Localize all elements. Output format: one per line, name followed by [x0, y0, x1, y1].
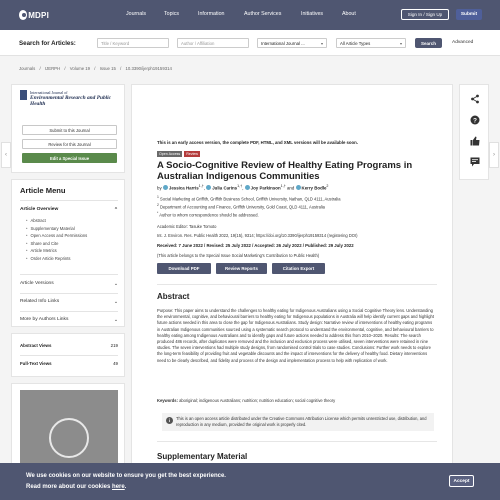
more-by-authors-label: More by Authors Links	[20, 317, 69, 322]
menu-item-abstract[interactable]: • Abstract	[26, 217, 87, 225]
info-icon: i	[166, 417, 173, 424]
cookie-message: We use cookies on our website to ensure you get the best experience.	[26, 473, 226, 479]
submit-button[interactable]: Submit	[456, 9, 482, 20]
divider	[20, 355, 118, 356]
next-article-arrow[interactable]	[489, 142, 499, 168]
article-badges	[157, 151, 200, 157]
author-name[interactable]: Jessica Harris	[168, 185, 199, 191]
review-reports-button[interactable]: Review Reports	[216, 263, 267, 274]
download-pdf-button[interactable]: Download PDF	[157, 263, 211, 274]
review-badge: Review	[186, 152, 198, 156]
nav-topics[interactable]: Topics	[164, 11, 180, 17]
menu-item-metrics[interactable]: • Article Metrics	[26, 247, 87, 255]
article-overview-toggle[interactable]	[20, 207, 118, 213]
share-toolbar	[459, 84, 489, 180]
cookie-read-more-text: Read more about our cookies	[26, 484, 111, 490]
authors-by: by	[157, 185, 162, 191]
affiliation-text: Social Marketing at Griffith, Griffith Business School, Griffith University, Nathan, QLD 4111, Australia	[160, 196, 341, 202]
keywords	[157, 398, 335, 403]
author-sup: 1,†	[198, 184, 204, 188]
author-sup: 2	[326, 184, 329, 188]
search-bar	[0, 30, 500, 56]
article-type-value: All Article Types	[340, 41, 371, 46]
article-versions-label: Article Versions	[20, 281, 54, 286]
fulltext-views-label: Full-Text Views	[20, 361, 52, 366]
search-button[interactable]: Search	[415, 38, 442, 48]
previous-article-arrow[interactable]	[1, 142, 11, 168]
edit-special-issue-button[interactable]: Edit a Special Issue	[22, 153, 117, 163]
academic-editor: Academic Editor: Tasuke Tomoto	[157, 224, 217, 229]
keywords-label: Keywords:	[157, 398, 178, 403]
affiliation-text: Author to whom correspondence should be addressed.	[159, 212, 259, 218]
breadcrumb-ijerph[interactable]: IJERPH	[44, 66, 61, 71]
article-versions-toggle[interactable]	[20, 281, 118, 287]
journal-select-value: International Journal ...	[261, 41, 305, 46]
cookie-here-link[interactable]: here	[112, 484, 125, 490]
review-for-journal-button[interactable]: Review for this Journal	[22, 139, 117, 149]
author-name[interactable]: Julia Carins	[212, 185, 238, 191]
sign-in-button[interactable]: Sign In / Sign Up	[401, 9, 449, 20]
license-text: This is an open access article distributed under the Creative Commons Attribution License which permits unrestricted use, distribution, and reproduction in any medium, provided the original work is properly cited.	[176, 416, 427, 427]
chevron-up-icon: ⌃	[113, 208, 118, 213]
journal-name-main: Environmental Research and Public Health	[30, 94, 112, 107]
cookie-period: .	[124, 484, 127, 490]
abstract-views-row	[20, 343, 118, 348]
cookie-read-more	[26, 484, 126, 490]
cookie-banner	[0, 463, 500, 500]
chevron-down-icon: ▾	[399, 41, 402, 46]
breadcrumb-separator: /	[39, 66, 41, 71]
breadcrumb-separator: /	[120, 66, 122, 71]
advanced-search-link[interactable]: Advanced	[452, 40, 474, 45]
early-access-note: This is an early access version, the complete PDF, HTML, and XML versions will be available soon.	[157, 140, 358, 145]
help-icon[interactable]	[469, 114, 481, 126]
related-info-toggle[interactable]	[20, 299, 118, 305]
breadcrumb-volume[interactable]: Volume 19	[69, 66, 91, 71]
affiliation-number: 1	[157, 195, 159, 199]
fulltext-views-row	[20, 361, 118, 366]
mdpi-logo[interactable]	[19, 9, 49, 21]
menu-item-share-cite[interactable]: • Share and Cite	[26, 240, 87, 248]
affiliation-3	[157, 211, 447, 217]
mdpi-logo-text: MDPI	[28, 10, 49, 20]
article-overview-items	[26, 217, 87, 263]
affiliation-text: Department of Accounting and Finance, Griffith University, Gold Coast, QLD 4111, Australia	[160, 204, 325, 210]
nav-information[interactable]: Information	[198, 11, 225, 17]
left-sidebar	[11, 84, 125, 493]
nav-author-services[interactable]: Author Services	[244, 11, 282, 17]
breadcrumb-journals[interactable]: Journals	[19, 66, 36, 71]
menu-item-supplementary[interactable]: • Supplementary Material	[26, 225, 87, 233]
keywords-list: aboriginal; indigenous Australians; nutrition; nutrition education; social cognitive theory	[179, 398, 336, 403]
author-sup: 1,†	[237, 184, 243, 188]
breadcrumb	[19, 66, 175, 71]
chevron-down-icon: ⌄	[113, 282, 118, 287]
license-notice	[162, 413, 434, 431]
search-label: Search for Articles:	[19, 40, 76, 47]
author-name[interactable]: Kerry Bodle	[301, 185, 327, 191]
menu-item-open-access[interactable]: • Open Access and Permissions	[26, 232, 87, 240]
divider	[20, 200, 118, 201]
views-box	[11, 333, 125, 377]
accept-cookies-button[interactable]: Accept	[449, 475, 474, 487]
menu-item-reprints[interactable]: • Order Article Reprints	[26, 255, 87, 263]
author-affiliation-input[interactable]: Author / Affiliation	[177, 38, 249, 48]
affiliation-1	[157, 195, 447, 201]
nav-initiatives[interactable]: Initiatives	[301, 11, 324, 17]
nav-about[interactable]: About	[342, 11, 356, 17]
author-name[interactable]: Joy Parkinson	[250, 185, 281, 191]
abstract-views-label: Abstract Views	[20, 343, 52, 348]
more-by-authors-toggle[interactable]	[20, 317, 118, 323]
svg-text:?: ?	[473, 117, 477, 125]
journal-logo[interactable]	[20, 90, 116, 107]
author-avatar-icon	[245, 185, 250, 190]
article-title: A Socio-Cognitive Review of Healthy Eating Programs in Australian Indigenous Communities	[157, 160, 413, 182]
special-issue-note: (This article belongs to the Special Issue Social Marketing's Contribution to Public Health)	[157, 253, 320, 258]
chevron-left-icon: ‹	[5, 152, 7, 158]
citation-line: Int. J. Environ. Res. Public Health 2022, 19(15), 9314; https://doi.org/10.3390/ijerph19159314 (registering DOI)	[157, 233, 358, 238]
divider	[157, 284, 437, 285]
journal-box	[11, 84, 125, 173]
supplementary-heading: Supplementary Material	[157, 452, 248, 461]
breadcrumb-issue[interactable]: Issue 15	[99, 66, 116, 71]
journal-name-prefix: International Journal of	[30, 90, 68, 95]
article-menu	[11, 179, 125, 327]
breadcrumb-separator: /	[64, 66, 66, 71]
affiliation-2	[157, 203, 447, 209]
affiliation-number: 2	[157, 203, 159, 207]
fulltext-views-count: 49	[113, 361, 118, 366]
chevron-down-icon: ⌄	[113, 300, 118, 305]
title-keyword-input[interactable]: Title / Keyword	[97, 38, 169, 48]
related-info-label: Related Info Links	[20, 299, 60, 304]
open-access-badge: Open Access	[159, 152, 181, 156]
article-type-select[interactable]	[336, 38, 406, 48]
publication-dates: Received: 7 June 2022 / Revised: 25 July 2022 / Accepted: 26 July 2022 / Published: 29 July 2022	[157, 243, 354, 248]
comment-icon[interactable]	[469, 156, 481, 168]
citation-export-button[interactable]: Citation Export	[272, 263, 325, 274]
nav-journals[interactable]: Journals	[126, 11, 147, 17]
breadcrumb-doi: 10.3390/ijerph19159314	[125, 66, 172, 71]
submit-to-journal-button[interactable]: Submit to this Journal	[22, 125, 117, 135]
divider	[20, 311, 118, 312]
mdpi-logo-icon	[19, 10, 27, 20]
breadcrumb-separator: /	[94, 66, 96, 71]
abstract-heading: Abstract	[157, 292, 190, 301]
article-actions	[157, 263, 325, 274]
top-navbar	[0, 0, 500, 30]
author-avatar-icon	[296, 185, 301, 190]
journal-name	[30, 90, 116, 107]
journal-select[interactable]	[257, 38, 327, 48]
abstract-text: Purpose: This paper aims to understand the challenges to healthy eating for Indigenous Australians using a Social Cognitive Theory lens. Understanding the environmental, cognitive, and behavioural barriers to healthy eating for Indigenous populations in Australia will help identify current gaps and highlight future actions needed in this area to close the gap for Indigenous Australians. Study design: Narrative review of interventions of healthy eating programs in Australian Indigenous communities sourced using a systematic search protocol to understand the environmental, cognitive, and behavioural barriers to healthy eating among Indigenous Australians and to identify gaps and future actions needed to address this from 2010–2020. Results: The search produced 486 records, after duplicates were removed and the inclusion and exclusion process were utilised, seven interventions were retained in nine studies. The seven interventions had multiple study designs, from randomised control trials to case studies. Conclusions: Further work needs to explore the long-term feasibility of providing fruit and vegetable discounts and the impact of interventions for the delivery of healthy food. Dietary interventions need to be clearly described, and fidelity and process of the design and implementation process to help with replication of work.	[157, 308, 434, 363]
author-sup: 1,†	[280, 184, 286, 188]
divider	[157, 441, 437, 442]
author-list: by Jessica Harris$^{1,\dagger}$, Julia Carins$^{1,\dagger}$, Joy Parkinson$^{1,\dagger}$ and Kerry Bodle$^2$	[157, 184, 329, 191]
article-panel	[131, 84, 453, 464]
divider	[20, 293, 118, 294]
emblem-icon	[49, 418, 89, 458]
divider	[20, 274, 118, 275]
chevron-down-icon: ⌄	[113, 318, 118, 323]
journal-seal-icon	[20, 90, 27, 100]
author-avatar-icon	[206, 185, 211, 190]
article-overview-label: Article Overview	[20, 207, 59, 212]
article-menu-title: Article Menu	[20, 186, 66, 195]
chevron-down-icon: ▾	[320, 41, 323, 46]
share-icon[interactable]	[469, 93, 481, 105]
thumbs-up-icon[interactable]	[469, 135, 481, 147]
abstract-views-count: 219	[110, 343, 118, 348]
affiliation-number: *	[157, 211, 159, 215]
author-avatar-icon	[163, 185, 168, 190]
chevron-right-icon: ›	[493, 152, 495, 158]
